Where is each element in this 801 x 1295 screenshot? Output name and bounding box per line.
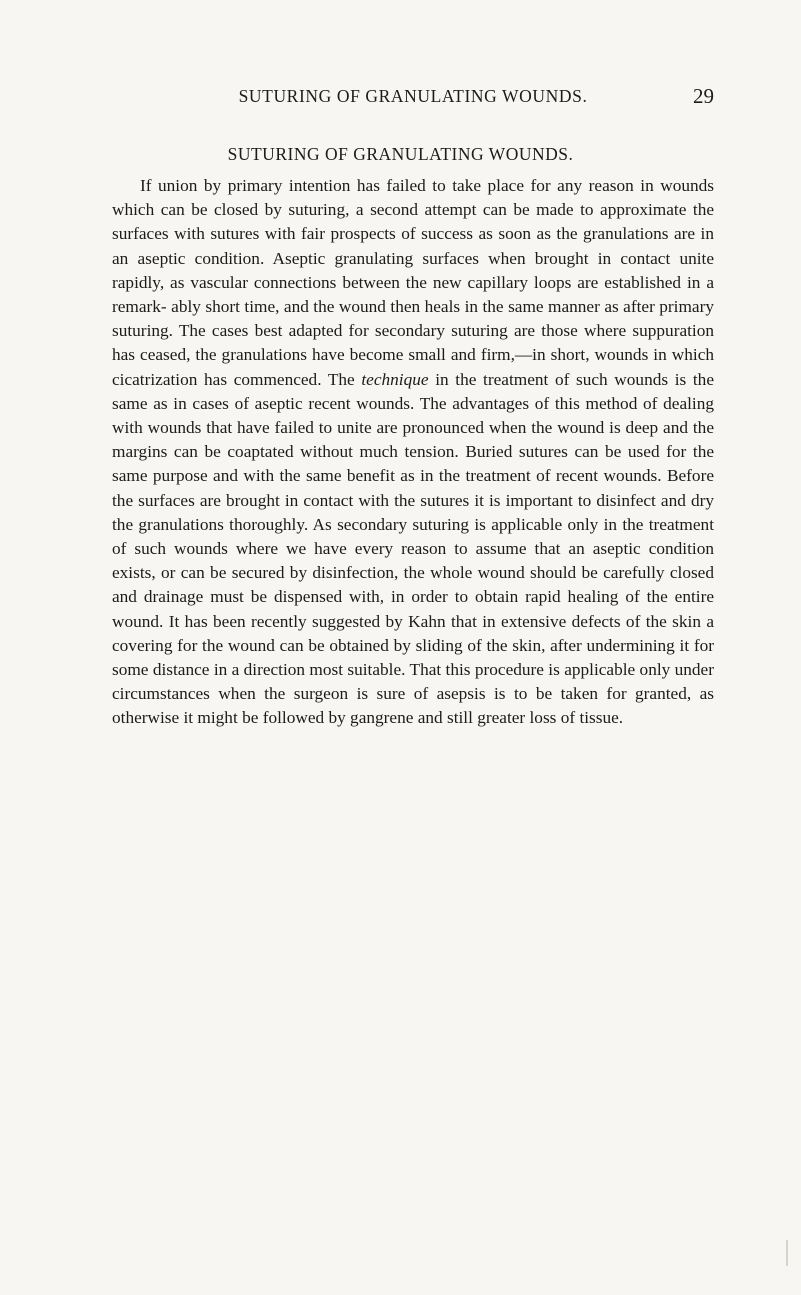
scan-edge-mark <box>786 1240 788 1266</box>
section-heading: SUTURING OF GRANULATING WOUNDS. <box>227 144 574 164</box>
paragraph-text-part-2: in the treatment of such wounds is the same as in cases of aseptic recent wounds. The advantages of this method of dealing with wounds that have failed to unite are pronounced when the wound is deep and the margins can be coaptated without much tension. Buried sutures can be used for the same purpose and with the same benefit as in the treatment of recent wounds. Before the surfaces are brought in contact with the sutures it is important to disinfect and dry the granulations thoroughly. As secondary suturing is applicable only in the treatment of such wounds where we have every reason to assume that an aseptic condition exists, or can be secured by disinfection, the whole wound should be carefully closed and drainage must be dispensed with, in order to obtain rapid healing of the entire wound. It has been recently suggested by Kahn that in extensive defects of the skin a covering for the wound can be obtained by sliding of the skin, after undermining it for some distance in a direction most suitable. That this procedure is applicable only under circumstances when the surgeon is sure of asepsis is to be taken for granted, as otherwise it might be followed by gangrene and still greater loss of tissue. <box>112 369 714 728</box>
body-paragraph <box>112 174 714 731</box>
running-head <box>112 86 714 110</box>
page-number: 29 <box>693 84 714 108</box>
running-title: SUTURING OF GRANULATING WOUNDS. <box>238 86 588 106</box>
paragraph-italic-technique: technique <box>361 369 429 389</box>
paragraph-text-part-1: If union by primary intention has failed to take place for any reason in wounds which can be closed by suturing, a second attempt can be made to approximate the surfaces with sutures with fair prospects of success as soon as the granulations are in an aseptic condition. Aseptic granulating surfaces when brought in contact unite rapidly, as vascular connections between the new capillary loops are established in a remark- ably short time, and the wound then heals in the same manner as after primary suturing. The cases best adapted for secondary suturing are those where suppuration has ceased, the granulations have become small and firm,—in short, wounds in which cicatrization has commenced. The <box>112 176 714 389</box>
